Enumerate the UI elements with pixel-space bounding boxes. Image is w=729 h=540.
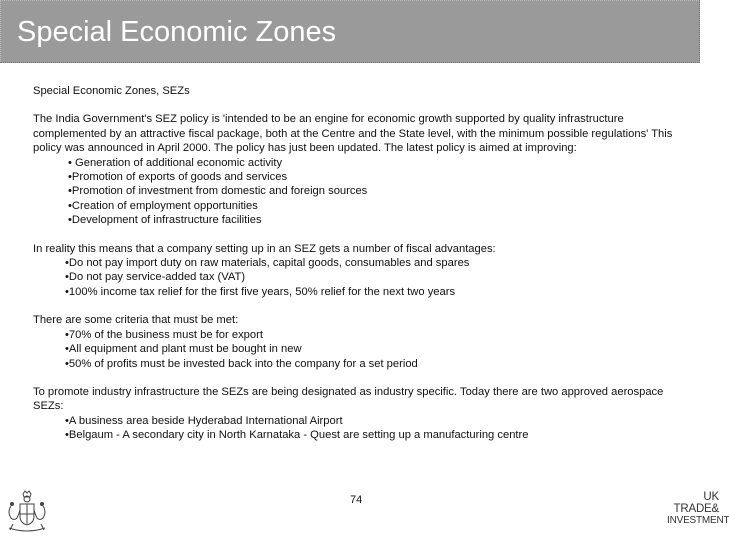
criteria-paragraph: There are some criteria that must be met: bbox=[33, 314, 239, 327]
list-item: •50% of profits must be invested back into the company for a set period bbox=[65, 357, 418, 370]
list-item: •Do not pay import duty on raw materials, capital goods, consumables and spares bbox=[65, 257, 470, 270]
spacer bbox=[33, 299, 683, 313]
title-bar bbox=[0, 0, 700, 63]
list-item: •70% of the business must be for export bbox=[65, 328, 263, 341]
list-item: • Generation of additional economic activity bbox=[68, 156, 283, 169]
list-item: •Promotion of exports of goods and services bbox=[68, 171, 288, 184]
page-number: 74 bbox=[350, 494, 363, 506]
slide-title: Special Economic Zones bbox=[17, 16, 337, 48]
fiscal-paragraph: In reality this means that a company setting up in an SEZ gets a number of fiscal advantages: bbox=[33, 242, 496, 255]
logo-line: TRADE& bbox=[673, 502, 719, 515]
list-item: •Promotion of investment from domestic and foreign sources bbox=[68, 185, 368, 198]
list-item: •100% income tax relief for the first five years, 50% relief for the next two years bbox=[65, 285, 456, 298]
uk-trade-investment-logo bbox=[667, 491, 729, 527]
intro-bullet-list bbox=[33, 156, 683, 228]
aerospace-bullet-list bbox=[33, 414, 683, 443]
royal-coat-of-arms-icon bbox=[3, 488, 51, 536]
list-item: •Development of infrastructure facilities bbox=[68, 214, 262, 227]
logo-line: UK bbox=[703, 491, 719, 503]
fiscal-bullet-list bbox=[33, 256, 683, 299]
list-item: •Belgaum - A secondary city in North Karnataka - Quest are setting up a manufacturing centre bbox=[65, 429, 529, 442]
spacer bbox=[33, 228, 683, 242]
logo-line: INVESTMENT bbox=[667, 515, 729, 526]
list-item: •Creation of employment opportunities bbox=[68, 199, 258, 212]
spacer bbox=[33, 371, 683, 385]
list-item: •A business area beside Hyderabad International Airport bbox=[65, 414, 343, 427]
content-heading: Special Economic Zones, SEZs bbox=[33, 85, 190, 97]
list-item: •Do not pay service-added tax (VAT) bbox=[65, 271, 246, 284]
intro-paragraph: The India Government's SEZ policy is 'intended to be an engine for economic growth supported by quality infrastructure complemented by an attractive fiscal package, both at the Centre and the State level, with the minimum possible regulations' This policy was announced in April 2000. The policy has just been updated. The latest policy is aimed at improving: bbox=[33, 113, 673, 155]
aerospace-paragraph: To promote industry infrastructure the SEZs are being designated as industry specific. Today there are two approved aerospace SEZs: bbox=[33, 385, 664, 413]
slide-content bbox=[33, 84, 683, 443]
criteria-bullet-list bbox=[33, 328, 683, 371]
list-item: •All equipment and plant must be bought in new bbox=[65, 343, 302, 356]
